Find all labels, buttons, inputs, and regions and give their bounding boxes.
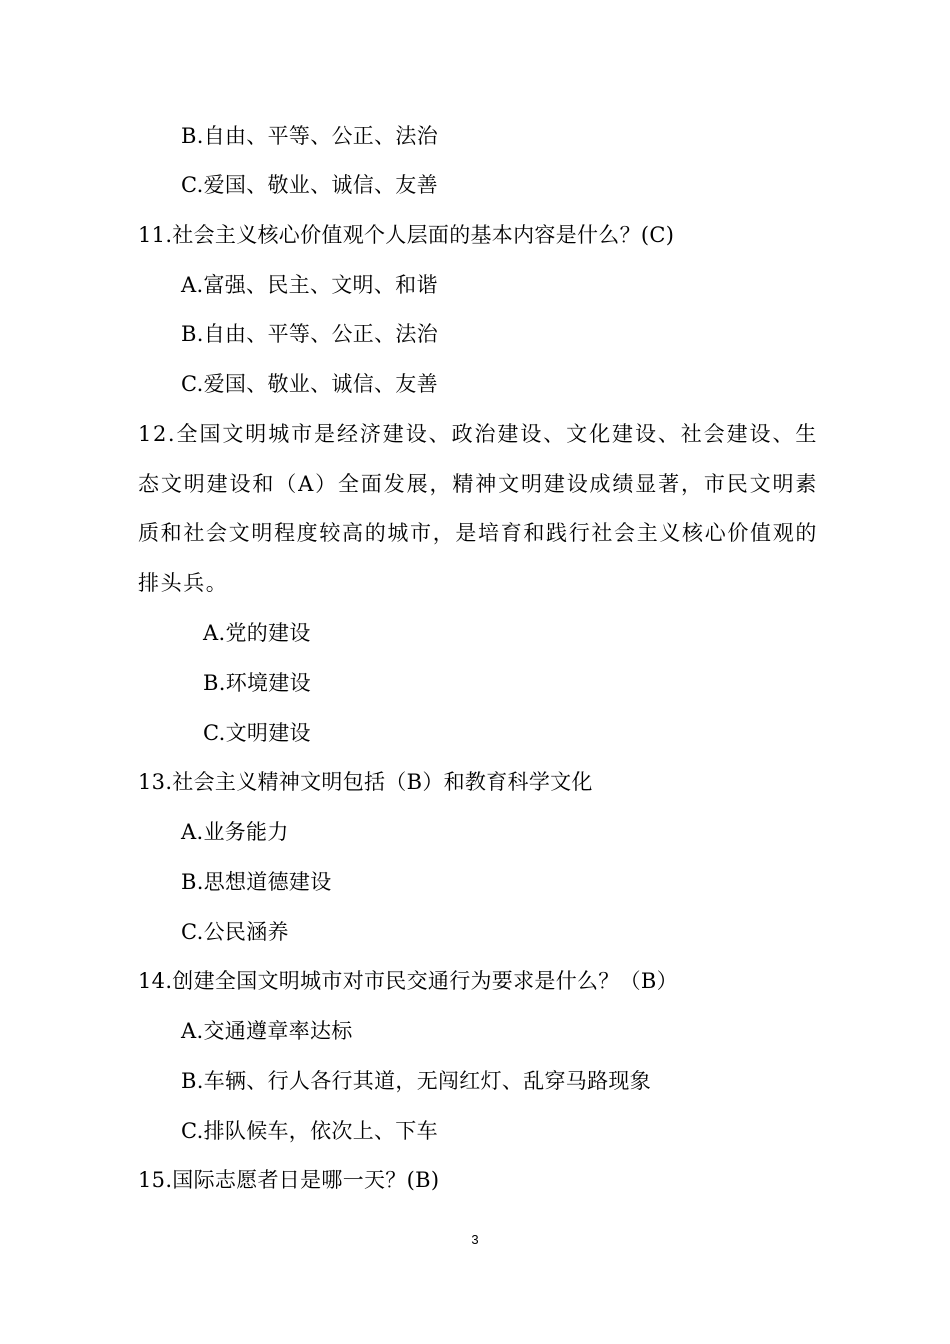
question-11: 11.社会主义核心价值观个人层面的基本内容是什么？(C) [138,223,675,247]
question-15: 15.国际志愿者日是哪一天？(B) [138,1168,440,1192]
page-number: 3 [471,1232,479,1247]
q13-option-c: C.公民涵养 [181,920,289,944]
question-12: 12.全国文明城市是经济建设、政治建设、文化建设、社会建设、生态文明建设和（A）全面发展，精神文明建设成绩显著，市民文明素质和社会文明程度较高的城市，是培育和践行社会主义核心价值观的排头兵。 [138,422,818,595]
q14-option-c: C.排队候车，依次上、下车 [181,1119,438,1143]
q12-option-b: B.环境建设 [203,671,311,695]
q10-option-c: C.爱国、敬业、诚信、友善 [181,173,438,197]
q11-option-c: C.爱国、敬业、诚信、友善 [181,372,438,396]
q14-option-b: B.车辆、行人各行其道，无闯红灯、乱穿马路现象 [181,1069,652,1093]
q12-option-a: A.党的建设 [203,621,311,645]
q10-option-b: B.自由、平等、公正、法治 [181,124,439,148]
q13-option-b: B.思想道德建设 [181,870,332,894]
q12-option-c: C.文明建设 [203,721,311,745]
q11-option-a: A.富强、民主、文明、和谐 [181,273,438,297]
question-14: 14.创建全国文明城市对市民交通行为要求是什么？（B） [138,969,678,993]
q14-option-a: A.交通遵章率达标 [181,1019,353,1043]
question-13: 13.社会主义精神文明包括（B）和教育科学文化 [138,770,593,794]
q13-option-a: A.业务能力 [181,820,289,844]
q11-option-b: B.自由、平等、公正、法治 [181,322,439,346]
